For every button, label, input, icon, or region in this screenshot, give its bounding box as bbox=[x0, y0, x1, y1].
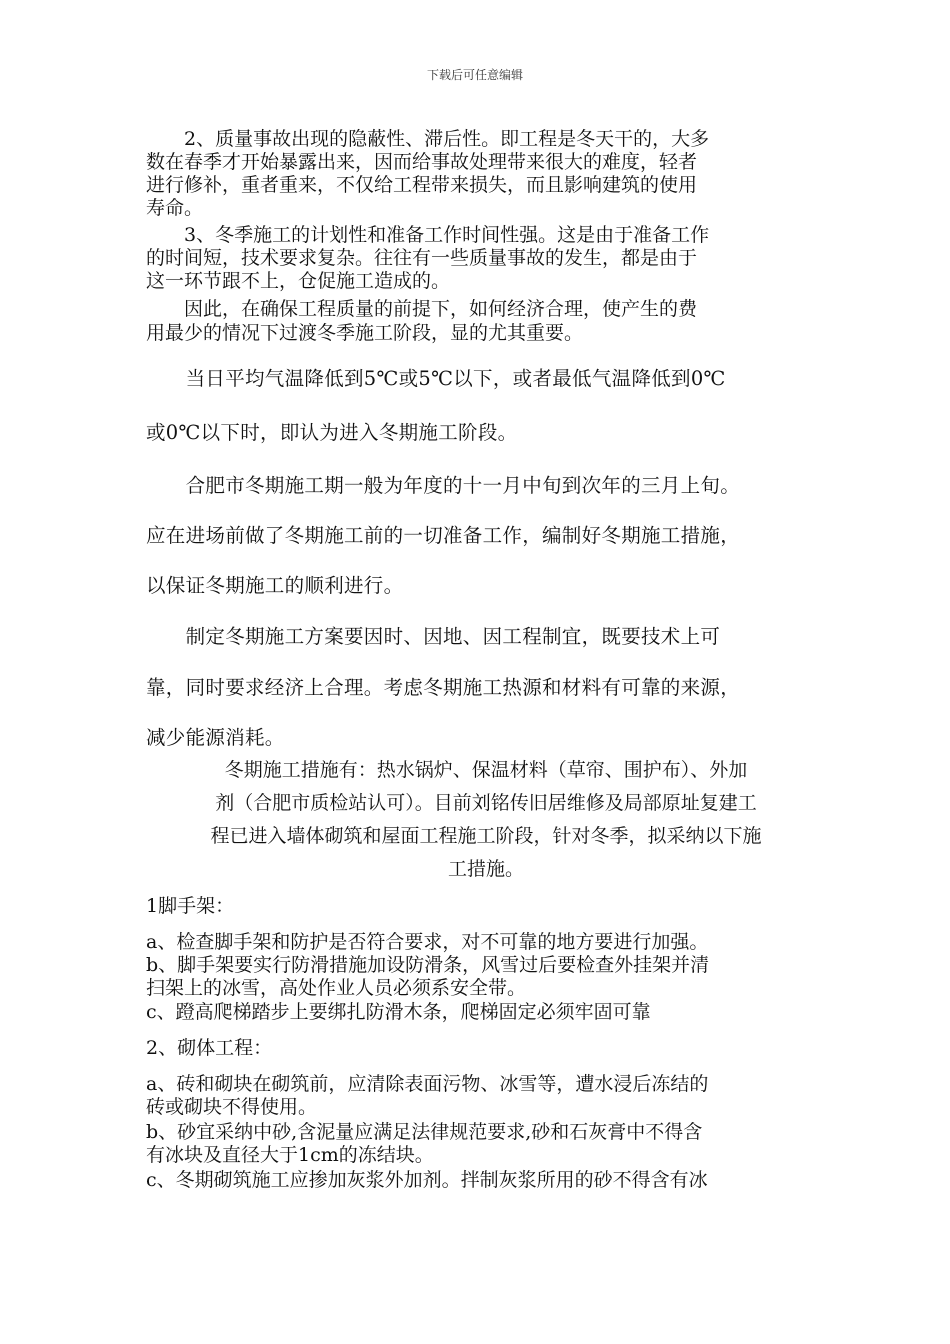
text-line: 进行修补，重者重来，不仅给工程带来损失，而且影响建筑的使用 bbox=[146, 174, 698, 196]
text-line: 或0℃以下时，即认为进入冬期施工阶段。 bbox=[146, 421, 518, 444]
text-line: b、脚手架要实行防滑措施加设防滑条，风雪过后要检查外挂架并清 bbox=[146, 954, 710, 976]
text-line: c、冬期砌筑施工应掺加灰浆外加剂。拌制灰浆所用的砂不得含有冰 bbox=[146, 1169, 708, 1191]
section-heading: 2、砌体工程： bbox=[146, 1037, 273, 1059]
text-line: 3、冬季施工的计划性和准备工作时间性强。这是由于准备工作 bbox=[146, 224, 710, 246]
text-line: 有冰块及直径大于1cm的冻结块。 bbox=[146, 1144, 434, 1166]
text-line: 2、质量事故出现的隐蔽性、滞后性。即工程是冬天干的，大多 bbox=[146, 128, 710, 150]
text-line: 剂（合肥市质检站认可）。目前刘铭传旧居维修及局部原址复建工 bbox=[215, 792, 757, 814]
text-line: 合肥市冬期施工期一般为年度的十一月中旬到次年的三月上旬。 bbox=[146, 474, 741, 497]
text-line: 程已进入墙体砌筑和屋面工程施工阶段，针对冬季，拟采纳以下施 bbox=[210, 825, 762, 847]
text-line: 制定冬期施工方案要因时、因地、因工程制宜，既要技术上可 bbox=[146, 625, 721, 648]
text-line: 扫架上的冰雪，高处作业人员必须系安全带。 bbox=[146, 977, 527, 999]
text-line: 减少能源消耗。 bbox=[146, 726, 285, 749]
text-line: 因此，在确保工程质量的前提下，如何经济合理，使产生的费 bbox=[146, 298, 698, 320]
text-line: a、检查脚手架和防护是否符合要求，对不可靠的地方要进行加强。 bbox=[146, 931, 709, 953]
text-line: 当日平均气温降低到5℃或5℃以下，或者最低气温降低到0℃ bbox=[146, 367, 726, 390]
text-line: 数在春季才开始暴露出来，因而给事故处理带来很大的难度，轻者 bbox=[146, 151, 698, 173]
text-line: b、砂宜采纳中砂,含泥量应满足法律规范要求,砂和石灰膏中不得含 bbox=[146, 1121, 703, 1143]
text-line: 砖或砌块不得使用。 bbox=[146, 1096, 318, 1118]
text-line: c、蹬高爬梯踏步上要绑扎防滑木条，爬梯固定必须牢固可靠 bbox=[146, 1001, 651, 1023]
text-line: 以保证冬期施工的顺利进行。 bbox=[146, 574, 404, 597]
text-line: 应在进场前做了冬期施工前的一切准备工作，编制好冬期施工措施， bbox=[146, 524, 741, 547]
text-line: 用最少的情况下过渡冬季施工阶段，显的尤其重要。 bbox=[146, 322, 584, 344]
text-line: 靠，同时要求经济上合理。考虑冬期施工热源和材料有可靠的来源， bbox=[146, 676, 741, 699]
text-line: 寿命。 bbox=[146, 197, 204, 219]
page-header: 下载后可任意编辑 bbox=[426, 68, 523, 82]
text-line: a、砖和砌块在砌筑前，应清除表面污物、冰雪等，遭水浸后冻结的 bbox=[146, 1073, 709, 1095]
text-line: 这一环节跟不上，仓促施工造成的。 bbox=[146, 270, 451, 292]
text-line: 的时间短，技术要求复杂。往往有一些质量事故的发生，都是由于 bbox=[146, 247, 698, 269]
text-line: 冬期施工措施有：热水锅炉、保温材料（草帘、围护布）、外加 bbox=[224, 759, 748, 781]
section-heading: 1脚手架： bbox=[146, 895, 235, 917]
text-line: 工措施。 bbox=[447, 858, 524, 880]
